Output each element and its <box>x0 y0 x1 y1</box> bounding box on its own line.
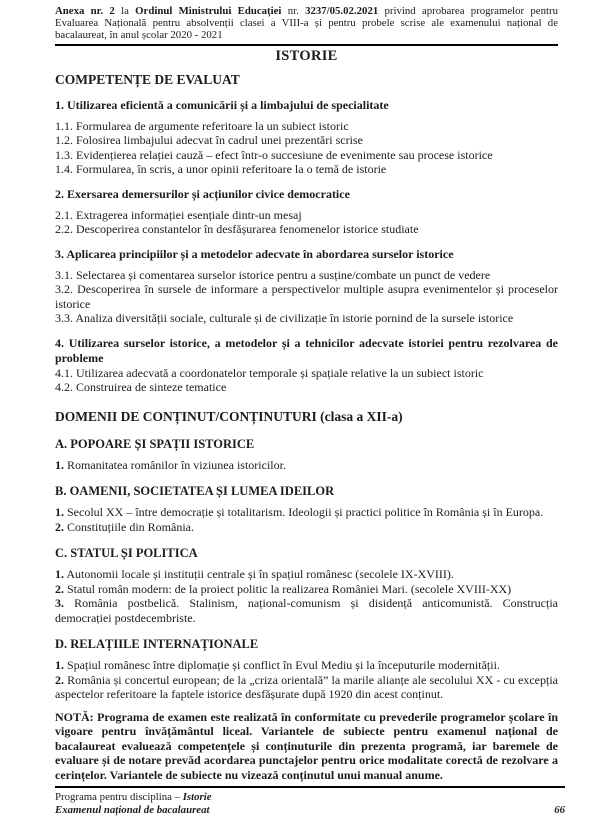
competency-item: 3.1. Selectarea și comentarea surselor istorice pentru a susține/combate un punct de vedere <box>55 267 491 282</box>
header-order-name: Ordinul Ministrului Educației <box>135 5 282 17</box>
competency-item: 1.4. Formularea, în scris, a unor opinii referitoare la o temă de istorie <box>55 162 387 177</box>
item-text: Constituțiile din România. <box>64 519 194 534</box>
header-text: nr. <box>281 5 306 17</box>
competency-group-heading: 4. Utilizarea surselor istorice, a metodelor și a tehnicilor adecvate istoriei pentru rezolvarea de probleme <box>55 335 558 365</box>
footer-text-block <box>55 791 212 817</box>
competency-group-1 <box>55 98 558 177</box>
competency-item: 2.1. Extragerea informației esențiale dintr-un mesaj <box>55 207 302 222</box>
content-domains-section-title: DOMENII DE CONȚINUT/CONȚINUTURI (clasa a XII-a) <box>55 408 403 424</box>
competency-item: 4.1. Utilizarea adecvată a coordonatelor temporale și spațiale relative la un subiect istoric <box>55 365 484 380</box>
item-text: România postbelică. Stalinism, național-comunism și disidență anticomunistă. Construcția democrației postdecembriste. <box>55 596 558 625</box>
page-number: 66 <box>554 803 565 816</box>
item-number: 2. <box>55 519 64 534</box>
content-domains-section <box>55 409 558 702</box>
competency-group-heading: 1. Utilizarea eficientă a comunicării și a limbajului de specialitate <box>55 97 389 112</box>
content-item <box>55 582 558 597</box>
note-paragraph: NOTĂ: Programa de examen este realizată în conformitate cu prevederile programelor școlare în vigoare pentru învățământul liceal. Variantele de subiecte pentru examenul național de bacalaureat evaluează competențele și conținuturile din prezenta programă, iar baremele de evaluare și de notare prevăd acordarea punctajelor pentru orice modalitate corectă de rezolvare a cerințelor. Variantele de subiecte nu vizează conținutul unui manual anume. <box>55 709 558 782</box>
footer-discipline-label: Programa pentru disciplina – <box>55 791 183 803</box>
item-text: Spațiul românesc între diplomație și conflict în Evul Mediu și la începuturile modernității. <box>64 658 500 673</box>
competency-item: 1.1. Formularea de argumente referitoare la un subiect istoric <box>55 118 349 133</box>
header-annex-ref: Anexa nr. 2 <box>55 5 115 17</box>
domain-group-d <box>55 637 558 702</box>
competency-group-2 <box>55 187 558 237</box>
document-title: ISTORIE <box>275 47 338 64</box>
domain-group-b <box>55 484 558 534</box>
content-item <box>55 658 558 673</box>
footer-discipline-name: Istorie <box>182 791 212 803</box>
item-number: 3. <box>55 596 64 611</box>
header-text: la <box>114 5 136 17</box>
competencies-section-title: COMPETENȚE DE EVALUAT <box>55 71 240 87</box>
domain-group-heading: C. STATUL ȘI POLITICA <box>55 546 198 561</box>
competency-group-3 <box>55 247 558 326</box>
competency-item: 1.2. Folosirea limbajului adecvat în cadrul unei prezentări scrise <box>55 133 363 148</box>
competency-group-heading: 2. Exersarea demersurilor și acțiunilor civice democratice <box>55 186 350 201</box>
item-number: 1. <box>55 567 64 582</box>
competency-item: 4.2. Construirea de sinteze tematice <box>55 380 227 395</box>
content-item <box>55 673 558 702</box>
item-text: Romanitatea românilor în viziunea istoricilor. <box>64 457 286 472</box>
item-text: Statul român modern: de la proiect politic la realizarea României Mari. (secolele XVIII-XX) <box>64 581 512 596</box>
content-item <box>55 520 558 535</box>
item-number: 1. <box>55 505 64 520</box>
footer-line-1 <box>55 791 212 804</box>
document-header <box>55 5 558 46</box>
item-text: Autonomii locale și instituții centrale și în spațiul românesc (secolele IX-XVIII). <box>64 567 454 582</box>
item-number: 2. <box>55 581 64 596</box>
content-item <box>55 567 558 582</box>
page-footer <box>55 786 565 817</box>
content-item <box>55 505 558 520</box>
content-item <box>55 596 558 625</box>
domain-group-a <box>55 437 558 473</box>
domain-group-heading: A. POPOARE ȘI SPAȚII ISTORICE <box>55 436 255 451</box>
competency-item: 2.2. Descoperirea constantelor în desfășurarea fenomenelor istorice studiate <box>55 222 419 237</box>
competency-group-heading: 3. Aplicarea principiilor și a metodelor adecvate în abordarea surselor istorice <box>55 246 454 261</box>
item-number: 2. <box>55 672 64 687</box>
footer-line-2: Examenul național de bacalaureat <box>55 803 210 816</box>
competency-item: 3.2. Descoperirea în sursele de informare a perspectivelor multiple asupra evenimentelor și proceselor istorice <box>55 282 558 311</box>
item-number: 1. <box>55 658 64 673</box>
domain-group-c <box>55 546 558 625</box>
header-annotation <box>55 5 558 42</box>
competency-item: 3.3. Analiza diversității sociale, culturale și de civilizație în istorie pornind de la sursele istorice <box>55 311 514 326</box>
competency-item: 1.3. Evidențierea relației cauză – efect într-o succesiune de evenimente sau procese istorice <box>55 147 493 162</box>
domain-group-heading: B. OAMENII, SOCIETATEA ȘI LUMEA IDEILOR <box>55 484 335 499</box>
header-text: privind aprobarea programelor pentru Evaluarea Națională pentru absolvenții clasei a VIII-a și pentru probele scrise ale examenului național de bacalaureat, în anul școlar 2020 - 2021 <box>55 5 558 42</box>
competency-group-4 <box>55 336 558 395</box>
content-item <box>55 458 558 473</box>
item-text: Secolul XX – între democrație și totalitarism. Ideologii și practici politice în România și în Europa. <box>64 505 544 520</box>
item-text: România și concertul european; de la „criza orientală” la marile alianțe ale secolului XX - cu excepția aspectelor referitoare la faptele istorice desfășurate după 1920 din acest conținut. <box>55 672 558 702</box>
item-number: 1. <box>55 457 64 472</box>
competencies-section <box>55 72 558 395</box>
domain-group-heading: D. RELAȚIILE INTERNAȚIONALE <box>55 637 259 652</box>
header-order-number: 3237/05.02.2021 <box>305 5 379 17</box>
